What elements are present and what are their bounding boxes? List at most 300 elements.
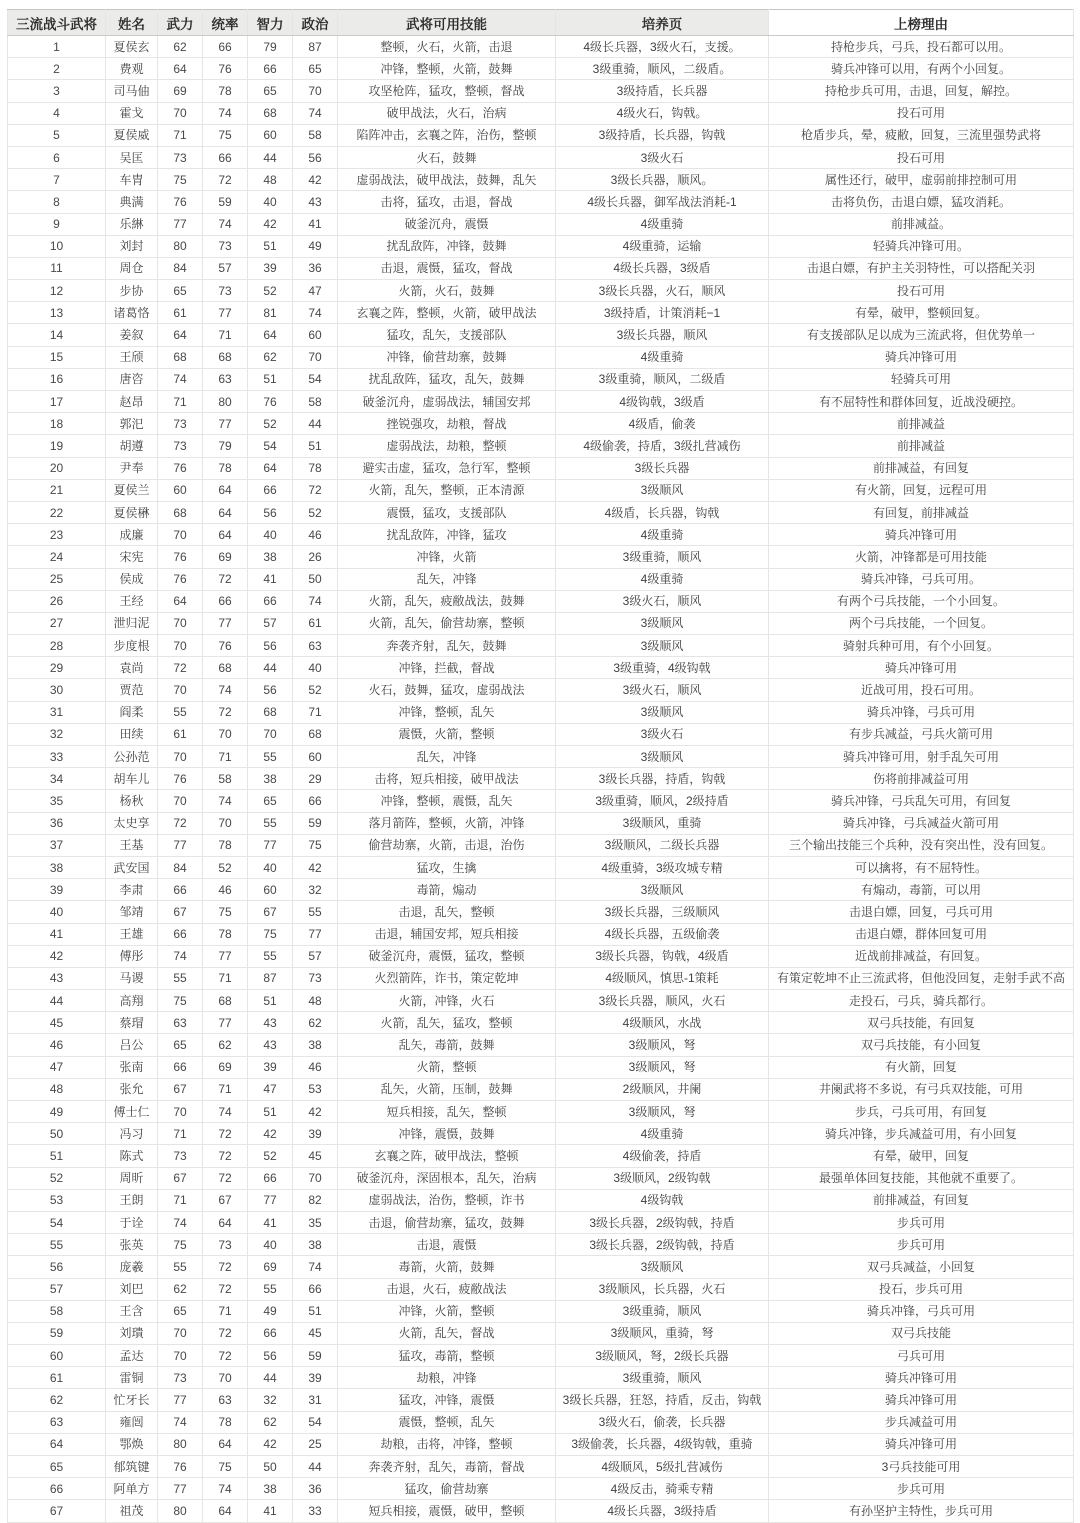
name-cell: 胡遵 <box>106 435 158 457</box>
training-cell: 4级长兵器，3级盾 <box>556 257 769 279</box>
reason-cell: 三个输出技能三个兵种，没有突出性，没有回复。 <box>769 834 1074 856</box>
tongshuai-cell: 72 <box>203 1167 248 1189</box>
tongshuai-cell: 64 <box>203 1500 248 1522</box>
training-cell: 4级重骑 <box>556 524 769 546</box>
reason-cell: 有晕，破甲，回复 <box>769 1145 1074 1167</box>
skills-cell: 击退，震慑 <box>338 1234 556 1256</box>
zhili-cell: 40 <box>248 856 293 878</box>
training-cell: 4级长兵器，御军战法消耗-1 <box>556 191 769 213</box>
name-cell: 公孙范 <box>106 746 158 768</box>
table-row <box>8 790 1074 812</box>
skills-cell: 火箭，乱矢，猛攻，整顿 <box>338 1012 556 1034</box>
table-row <box>8 568 1074 590</box>
column-header-training: 培养页 <box>556 10 769 36</box>
table-row <box>8 879 1074 901</box>
zhengzhi-cell: 25 <box>293 1433 338 1455</box>
training-cell: 4级重骑 <box>556 346 769 368</box>
zhengzhi-cell: 52 <box>293 501 338 523</box>
training-cell: 3级顺风，二级长兵器 <box>556 834 769 856</box>
skills-cell: 奔袭齐射，乱矢，毒箭，督战 <box>338 1456 556 1478</box>
name-cell: 霍戈 <box>106 102 158 124</box>
zhengzhi-cell: 43 <box>293 191 338 213</box>
wuli-cell: 70 <box>158 679 203 701</box>
training-cell: 3级重骑，顺风 <box>556 546 769 568</box>
skills-cell: 冲锋，整顿，火箭，鼓舞 <box>338 58 556 80</box>
skills-cell: 击将，短兵相接，破甲战法 <box>338 768 556 790</box>
name-cell: 宋宪 <box>106 546 158 568</box>
zhengzhi-cell: 35 <box>293 1211 338 1233</box>
zhili-cell: 32 <box>248 1389 293 1411</box>
zhengzhi-cell: 49 <box>293 235 338 257</box>
training-cell: 4级盾，偷袭 <box>556 413 769 435</box>
training-cell: 4级长兵器，五级偷袭 <box>556 923 769 945</box>
tongshuai-cell: 77 <box>203 413 248 435</box>
skills-cell: 奔袭齐射，乱矢，鼓舞 <box>338 635 556 657</box>
reason-cell: 骑兵冲锋可用 <box>769 1367 1074 1389</box>
tongshuai-cell: 70 <box>203 812 248 834</box>
zhengzhi-cell: 45 <box>293 1145 338 1167</box>
tongshuai-cell: 72 <box>203 1145 248 1167</box>
skills-cell: 破釜沉舟，震慑，猛攻，整顿 <box>338 945 556 967</box>
table-row <box>8 435 1074 457</box>
skills-cell: 冲锋，整顿，震慑，乱矢 <box>338 790 556 812</box>
zhengzhi-cell: 74 <box>293 590 338 612</box>
reason-cell: 有晕，破甲，整顿回复。 <box>769 302 1074 324</box>
name-cell: 乐綝 <box>106 213 158 235</box>
wuli-cell: 73 <box>158 1367 203 1389</box>
wuli-cell: 73 <box>158 1145 203 1167</box>
tongshuai-cell: 59 <box>203 191 248 213</box>
reason-cell: 前排减益，有回复 <box>769 1189 1074 1211</box>
table-row <box>8 1389 1074 1411</box>
wuli-cell: 67 <box>158 1167 203 1189</box>
training-cell: 3级长兵器，顺风。 <box>556 169 769 191</box>
name-cell: 刘璝 <box>106 1322 158 1344</box>
table-row <box>8 1256 1074 1278</box>
rank-cell: 24 <box>8 546 106 568</box>
table-row <box>8 413 1074 435</box>
zhengzhi-cell: 58 <box>293 124 338 146</box>
zhengzhi-cell: 70 <box>293 1167 338 1189</box>
zhengzhi-cell: 72 <box>293 479 338 501</box>
tongshuai-cell: 46 <box>203 879 248 901</box>
reason-cell: 步兵可用 <box>769 1234 1074 1256</box>
table-row <box>8 701 1074 723</box>
reason-cell: 双弓兵减益，小回复 <box>769 1256 1074 1278</box>
tongshuai-cell: 64 <box>203 1433 248 1455</box>
wuli-cell: 74 <box>158 1411 203 1433</box>
table-row <box>8 723 1074 745</box>
tongshuai-cell: 74 <box>203 1478 248 1500</box>
tongshuai-cell: 72 <box>203 568 248 590</box>
table-row <box>8 746 1074 768</box>
table-row <box>8 1189 1074 1211</box>
reason-cell: 有两个弓兵技能，一个小回复。 <box>769 590 1074 612</box>
table-row <box>8 146 1074 168</box>
training-cell: 3级重骑，顺风 <box>556 1367 769 1389</box>
name-cell: 赵昂 <box>106 391 158 413</box>
skills-cell: 火石，鼓舞 <box>338 146 556 168</box>
tongshuai-cell: 64 <box>203 1211 248 1233</box>
tongshuai-cell: 71 <box>203 746 248 768</box>
rank-cell: 57 <box>8 1278 106 1300</box>
name-cell: 王朗 <box>106 1189 158 1211</box>
zhili-cell: 56 <box>248 635 293 657</box>
wuli-cell: 70 <box>158 746 203 768</box>
reason-cell: 骑兵冲锋，弓兵可用。 <box>769 568 1074 590</box>
zhengzhi-cell: 60 <box>293 746 338 768</box>
tongshuai-cell: 77 <box>203 945 248 967</box>
name-cell: 杨秋 <box>106 790 158 812</box>
zhili-cell: 44 <box>248 1367 293 1389</box>
zhili-cell: 66 <box>248 479 293 501</box>
skills-cell: 火箭，乱矢，督战 <box>338 1322 556 1344</box>
zhili-cell: 60 <box>248 124 293 146</box>
rank-cell: 36 <box>8 812 106 834</box>
zhili-cell: 43 <box>248 1034 293 1056</box>
zhengzhi-cell: 77 <box>293 923 338 945</box>
table-row <box>8 945 1074 967</box>
zhengzhi-cell: 74 <box>293 1256 338 1278</box>
wuli-cell: 70 <box>158 102 203 124</box>
table-row <box>8 1034 1074 1056</box>
table-row <box>8 967 1074 989</box>
skills-cell: 震慑，整顿，乱矢 <box>338 1411 556 1433</box>
wuli-cell: 67 <box>158 1078 203 1100</box>
reason-cell: 骑兵冲锋可以用，有两个小回复。 <box>769 58 1074 80</box>
zhili-cell: 77 <box>248 834 293 856</box>
skills-cell: 火箭，冲锋，火石 <box>338 990 556 1012</box>
wuli-cell: 73 <box>158 435 203 457</box>
tongshuai-cell: 63 <box>203 1389 248 1411</box>
skills-cell: 击退，震慑，猛攻，督战 <box>338 257 556 279</box>
zhili-cell: 44 <box>248 146 293 168</box>
table-row <box>8 36 1074 58</box>
generals-table <box>7 9 1074 1523</box>
zhengzhi-cell: 82 <box>293 1189 338 1211</box>
zhengzhi-cell: 74 <box>293 102 338 124</box>
name-cell: 武安国 <box>106 856 158 878</box>
name-cell: 张英 <box>106 1234 158 1256</box>
zhengzhi-cell: 53 <box>293 1078 338 1100</box>
zhengzhi-cell: 44 <box>293 1456 338 1478</box>
name-cell: 孟达 <box>106 1345 158 1367</box>
skills-cell: 破釜沉舟，深固根本，乱矢，治病 <box>338 1167 556 1189</box>
table-row <box>8 102 1074 124</box>
table-row <box>8 1278 1074 1300</box>
training-cell: 3级长兵器，2级钩戟，持盾 <box>556 1234 769 1256</box>
name-cell: 王含 <box>106 1300 158 1322</box>
name-cell: 姜叙 <box>106 324 158 346</box>
table-row <box>8 590 1074 612</box>
zhili-cell: 52 <box>248 280 293 302</box>
zhengzhi-cell: 52 <box>293 679 338 701</box>
zhili-cell: 62 <box>248 1411 293 1433</box>
reason-cell: 击退白嫖，回复，弓兵可用 <box>769 901 1074 923</box>
tongshuai-cell: 78 <box>203 1411 248 1433</box>
wuli-cell: 77 <box>158 1389 203 1411</box>
skills-cell: 冲锋，偷营劫寨，鼓舞 <box>338 346 556 368</box>
table-row <box>8 1500 1074 1522</box>
name-cell: 步度根 <box>106 635 158 657</box>
name-cell: 阿单方 <box>106 1478 158 1500</box>
name-cell: 马谡 <box>106 967 158 989</box>
zhili-cell: 40 <box>248 191 293 213</box>
name-cell: 雍闿 <box>106 1411 158 1433</box>
wuli-cell: 70 <box>158 1322 203 1344</box>
zhengzhi-cell: 54 <box>293 1411 338 1433</box>
zhengzhi-cell: 71 <box>293 701 338 723</box>
tongshuai-cell: 52 <box>203 856 248 878</box>
skills-cell: 避实击虚，猛攻，急行军，整顿 <box>338 457 556 479</box>
training-cell: 3级顺风，重骑，弩 <box>556 1322 769 1344</box>
name-cell: 刘巴 <box>106 1278 158 1300</box>
skills-cell: 击退，辅国安邦，短兵相接 <box>338 923 556 945</box>
reason-cell: 近战可用，投石可用。 <box>769 679 1074 701</box>
rank-cell: 45 <box>8 1012 106 1034</box>
wuli-cell: 72 <box>158 657 203 679</box>
skills-cell: 虚弱战法，劫粮，整顿 <box>338 435 556 457</box>
zhili-cell: 48 <box>248 169 293 191</box>
rank-cell: 34 <box>8 768 106 790</box>
name-cell: 邹靖 <box>106 901 158 923</box>
reason-cell: 投石，步兵可用 <box>769 1278 1074 1300</box>
column-header-wuli: 武力 <box>158 10 203 36</box>
rank-cell: 53 <box>8 1189 106 1211</box>
tongshuai-cell: 70 <box>203 723 248 745</box>
training-cell: 4级顺风，水战 <box>556 1012 769 1034</box>
training-cell: 3级火石，偷袭，长兵器 <box>556 1411 769 1433</box>
wuli-cell: 71 <box>158 124 203 146</box>
zhili-cell: 42 <box>248 1123 293 1145</box>
tongshuai-cell: 71 <box>203 967 248 989</box>
reason-cell: 有不屈特性和群体回复，近战没硬控。 <box>769 391 1074 413</box>
zhengzhi-cell: 74 <box>293 302 338 324</box>
reason-cell: 有策定乾坤不止三流武将，但他没回复，走射手武不高 <box>769 967 1074 989</box>
skills-cell: 火箭，乱矢，疲敝战法，鼓舞 <box>338 590 556 612</box>
table-header <box>8 10 1074 36</box>
wuli-cell: 61 <box>158 723 203 745</box>
reason-cell: 近战前排减益，有回复。 <box>769 945 1074 967</box>
reason-cell: 骑兵冲锋可用 <box>769 657 1074 679</box>
training-cell: 4级重骑 <box>556 568 769 590</box>
name-cell: 刘封 <box>106 235 158 257</box>
tongshuai-cell: 77 <box>203 1012 248 1034</box>
name-cell: 吴匡 <box>106 146 158 168</box>
rank-cell: 19 <box>8 435 106 457</box>
skills-cell: 冲锋，震慑，鼓舞 <box>338 1123 556 1145</box>
training-cell: 3级重骑，4级钩戟 <box>556 657 769 679</box>
column-header-rank: 三流战斗武将 <box>8 10 106 36</box>
training-cell: 4级长兵器，3级火石，支援。 <box>556 36 769 58</box>
table-row <box>8 457 1074 479</box>
table-row <box>8 657 1074 679</box>
rank-cell: 31 <box>8 701 106 723</box>
rank-cell: 64 <box>8 1433 106 1455</box>
tongshuai-cell: 63 <box>203 368 248 390</box>
wuli-cell: 70 <box>158 790 203 812</box>
rank-cell: 43 <box>8 967 106 989</box>
wuli-cell: 65 <box>158 1034 203 1056</box>
zhengzhi-cell: 66 <box>293 790 338 812</box>
tongshuai-cell: 75 <box>203 124 248 146</box>
tongshuai-cell: 76 <box>203 58 248 80</box>
wuli-cell: 66 <box>158 879 203 901</box>
reason-cell: 前排减益 <box>769 413 1074 435</box>
table-row <box>8 990 1074 1012</box>
tongshuai-cell: 68 <box>203 346 248 368</box>
skills-cell: 破釜沉舟，虚弱战法，辅国安邦 <box>338 391 556 413</box>
skills-cell: 攻坚枪阵，猛攻，整顿，督战 <box>338 80 556 102</box>
zhili-cell: 55 <box>248 746 293 768</box>
zhili-cell: 42 <box>248 1433 293 1455</box>
zhengzhi-cell: 46 <box>293 524 338 546</box>
reason-cell: 骑兵冲锋，步兵减益可用，有小回复 <box>769 1123 1074 1145</box>
rank-cell: 30 <box>8 679 106 701</box>
tongshuai-cell: 73 <box>203 280 248 302</box>
rank-cell: 56 <box>8 1256 106 1278</box>
zhili-cell: 49 <box>248 1300 293 1322</box>
wuli-cell: 84 <box>158 856 203 878</box>
zhengzhi-cell: 61 <box>293 612 338 634</box>
rank-cell: 20 <box>8 457 106 479</box>
name-cell: 典满 <box>106 191 158 213</box>
rank-cell: 21 <box>8 479 106 501</box>
name-cell: 袁尚 <box>106 657 158 679</box>
reason-cell: 步兵，弓兵可用，有回复 <box>769 1101 1074 1123</box>
reason-cell: 击将负伤，击退白嫖，猛攻消耗。 <box>769 191 1074 213</box>
table-row <box>8 768 1074 790</box>
skills-cell: 破甲战法，火石，治病 <box>338 102 556 124</box>
name-cell: 夏侯威 <box>106 124 158 146</box>
reason-cell: 双弓兵技能 <box>769 1322 1074 1344</box>
table-row <box>8 1456 1074 1478</box>
zhili-cell: 70 <box>248 723 293 745</box>
zhili-cell: 52 <box>248 413 293 435</box>
training-cell: 3级重骑，顺风，二级盾。 <box>556 58 769 80</box>
tongshuai-cell: 75 <box>203 1456 248 1478</box>
training-cell: 3级火石，顺风 <box>556 679 769 701</box>
training-cell: 3级长兵器，顺风，火石 <box>556 990 769 1012</box>
name-cell: 雷铜 <box>106 1367 158 1389</box>
zhili-cell: 79 <box>248 36 293 58</box>
tongshuai-cell: 73 <box>203 1234 248 1256</box>
wuli-cell: 69 <box>158 80 203 102</box>
zhengzhi-cell: 47 <box>293 280 338 302</box>
rank-cell: 49 <box>8 1101 106 1123</box>
zhili-cell: 43 <box>248 1012 293 1034</box>
table-row <box>8 58 1074 80</box>
wuli-cell: 76 <box>158 191 203 213</box>
skills-cell: 偷营劫寨，火箭，击退，治伤 <box>338 834 556 856</box>
table-row <box>8 856 1074 878</box>
rank-cell: 35 <box>8 790 106 812</box>
wuli-cell: 80 <box>158 235 203 257</box>
zhengzhi-cell: 42 <box>293 856 338 878</box>
rank-cell: 48 <box>8 1078 106 1100</box>
reason-cell: 有步兵减益，弓兵火箭可用 <box>769 723 1074 745</box>
reason-cell: 骑兵冲锋，弓兵可用 <box>769 701 1074 723</box>
name-cell: 阎柔 <box>106 701 158 723</box>
wuli-cell: 71 <box>158 391 203 413</box>
zhili-cell: 47 <box>248 1078 293 1100</box>
rank-cell: 39 <box>8 879 106 901</box>
table-row <box>8 368 1074 390</box>
rank-cell: 8 <box>8 191 106 213</box>
training-cell: 3级火石 <box>556 723 769 745</box>
skills-cell: 劫粮，击将，冲锋，整顿 <box>338 1433 556 1455</box>
skills-cell: 乱矢，毒箭，鼓舞 <box>338 1034 556 1056</box>
table-row <box>8 901 1074 923</box>
reason-cell: 最强单体回复技能，其他就不重要了。 <box>769 1167 1074 1189</box>
wuli-cell: 68 <box>158 346 203 368</box>
reason-cell: 3弓兵技能可用 <box>769 1456 1074 1478</box>
rank-cell: 47 <box>8 1056 106 1078</box>
wuli-cell: 65 <box>158 280 203 302</box>
rank-cell: 2 <box>8 58 106 80</box>
zhili-cell: 66 <box>248 1322 293 1344</box>
name-cell: 成廉 <box>106 524 158 546</box>
tongshuai-cell: 78 <box>203 923 248 945</box>
tongshuai-cell: 76 <box>203 635 248 657</box>
rank-cell: 67 <box>8 1500 106 1522</box>
tongshuai-cell: 66 <box>203 146 248 168</box>
name-cell: 张允 <box>106 1078 158 1100</box>
tongshuai-cell: 71 <box>203 1078 248 1100</box>
training-cell: 3级长兵器，持盾，钩戟 <box>556 768 769 790</box>
rank-cell: 1 <box>8 36 106 58</box>
wuli-cell: 80 <box>158 1433 203 1455</box>
reason-cell: 两个弓兵技能，一个回复。 <box>769 612 1074 634</box>
training-cell: 4级盾，长兵器，钩戟 <box>556 501 769 523</box>
training-cell: 4级重骑 <box>556 1123 769 1145</box>
skills-cell: 破釜沉舟，震慑 <box>338 213 556 235</box>
zhengzhi-cell: 45 <box>293 1322 338 1344</box>
skills-cell: 玄襄之阵，破甲战法，整顿 <box>338 1145 556 1167</box>
name-cell: 王基 <box>106 834 158 856</box>
name-cell: 尹奉 <box>106 457 158 479</box>
reason-cell: 骑兵冲锋，弓兵减益火箭可用 <box>769 812 1074 834</box>
tongshuai-cell: 72 <box>203 1256 248 1278</box>
zhili-cell: 51 <box>248 990 293 1012</box>
wuli-cell: 64 <box>158 324 203 346</box>
wuli-cell: 75 <box>158 1234 203 1256</box>
zhili-cell: 66 <box>248 1167 293 1189</box>
rank-cell: 25 <box>8 568 106 590</box>
name-cell: 郁筑键 <box>106 1456 158 1478</box>
reason-cell: 投石可用 <box>769 102 1074 124</box>
zhengzhi-cell: 57 <box>293 945 338 967</box>
table-row <box>8 546 1074 568</box>
training-cell: 4级偷袭，持盾 <box>556 1145 769 1167</box>
training-cell: 4级重骑，运输 <box>556 235 769 257</box>
wuli-cell: 62 <box>158 1278 203 1300</box>
training-cell: 3级重骑，顺风，2级持盾 <box>556 790 769 812</box>
table-row <box>8 923 1074 945</box>
zhili-cell: 57 <box>248 612 293 634</box>
wuli-cell: 64 <box>158 590 203 612</box>
column-header-reason: 上榜理由 <box>769 10 1074 36</box>
zhili-cell: 41 <box>248 1211 293 1233</box>
training-cell: 3级持盾，计策消耗−1 <box>556 302 769 324</box>
reason-cell: 步兵减益可用 <box>769 1411 1074 1433</box>
training-cell: 3级长兵器，钩戟，4级盾 <box>556 945 769 967</box>
tongshuai-cell: 72 <box>203 701 248 723</box>
tongshuai-cell: 72 <box>203 169 248 191</box>
reason-cell: 走投石，弓兵，骑兵都行。 <box>769 990 1074 1012</box>
tongshuai-cell: 77 <box>203 612 248 634</box>
zhili-cell: 68 <box>248 102 293 124</box>
